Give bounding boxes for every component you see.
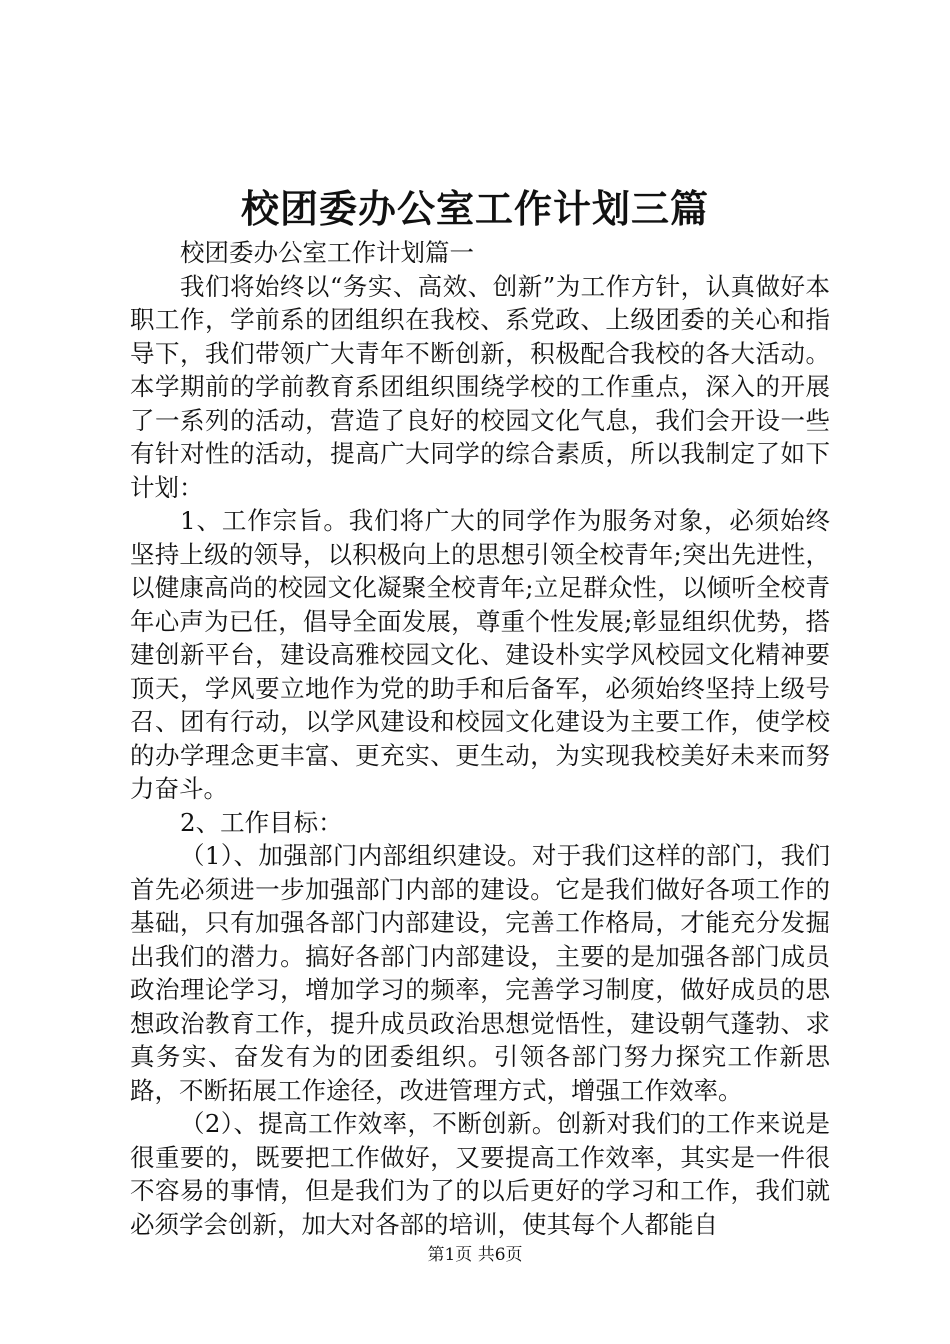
paragraph-intro: 我们将始终以“务实、高效、创新”为工作方针，认真做好本职工作，学前系的团组织在我校、系党政、上级团委的关心和指导下，我们带领广大青年不断创新，积极配合我校的各大活动。本学期前的学前教育系团组织围绕学校的工作重点，深入的开展了一系列的活动，营造了良好的校园文化气息，我们会开设一些有针对性的活动，提高广大同学的综合素质，所以我制定了如下计划： xyxy=(130,271,830,502)
paragraph-work-purpose: 1、工作宗旨。我们将广大的同学作为服务对象，必须始终坚持上级的领导，以积极向上的思想引领全校青年;突出先进性，以健康高尚的校园文化凝聚全校青年;立足群众性，以倾听全校青年心声为已任，倡导全面发展，尊重个性发展;彰显组织优势，搭建创新平台，建设高雅校园文化、建设朴实学风校园文化精神要顶天，学风要立地作为党的助手和后备军，必须始终坚持上级号召、团有行动，以学风建设和校园文化建设为主要工作，使学校的办学理念更丰富、更充实、更生动，为实现我校美好未来而努力奋斗。 xyxy=(130,506,830,803)
page-number-footer: 第1页 共6页 xyxy=(427,1245,523,1265)
paragraph-goal-1: （1）、加强部门内部组织建设。对于我们这样的部门，我们首先必须进一步加强部门内部的建设。它是我们做好各项工作的基础，只有加强各部门内部建设，完善工作格局，才能充分发掘出我们的潜力。搞好各部门内部建设，主要的是加强各部门成员政治理论学习，增加学习的频率，完善学习制度，做好成员的思想政治教育工作，提升成员政治思想觉悟性，建设朝气蓬勃、求真务实、奋发有为的团委组织。引领各部门努力探究工作新思路，不断拓展工作途径，改进管理方式，增强工作效率。 xyxy=(130,841,830,1105)
paragraph-work-goals-heading: 2、工作目标： xyxy=(180,807,343,837)
section-heading: 校团委办公室工作计划篇一 xyxy=(180,238,474,267)
document-body xyxy=(130,236,830,1241)
paragraph-goal-2: （2）、提高工作效率，不断创新。创新对我们的工作来说是很重要的，既要把工作做好，又要提高工作效率，其实是一件很不容易的事情，但是我们为了的以后更好的学习和工作，我们就必须学会创新，加大对各部的培训，使其每个人都能自 xyxy=(130,1109,830,1239)
document-title: 校团委办公室工作计划三篇 xyxy=(240,186,709,231)
